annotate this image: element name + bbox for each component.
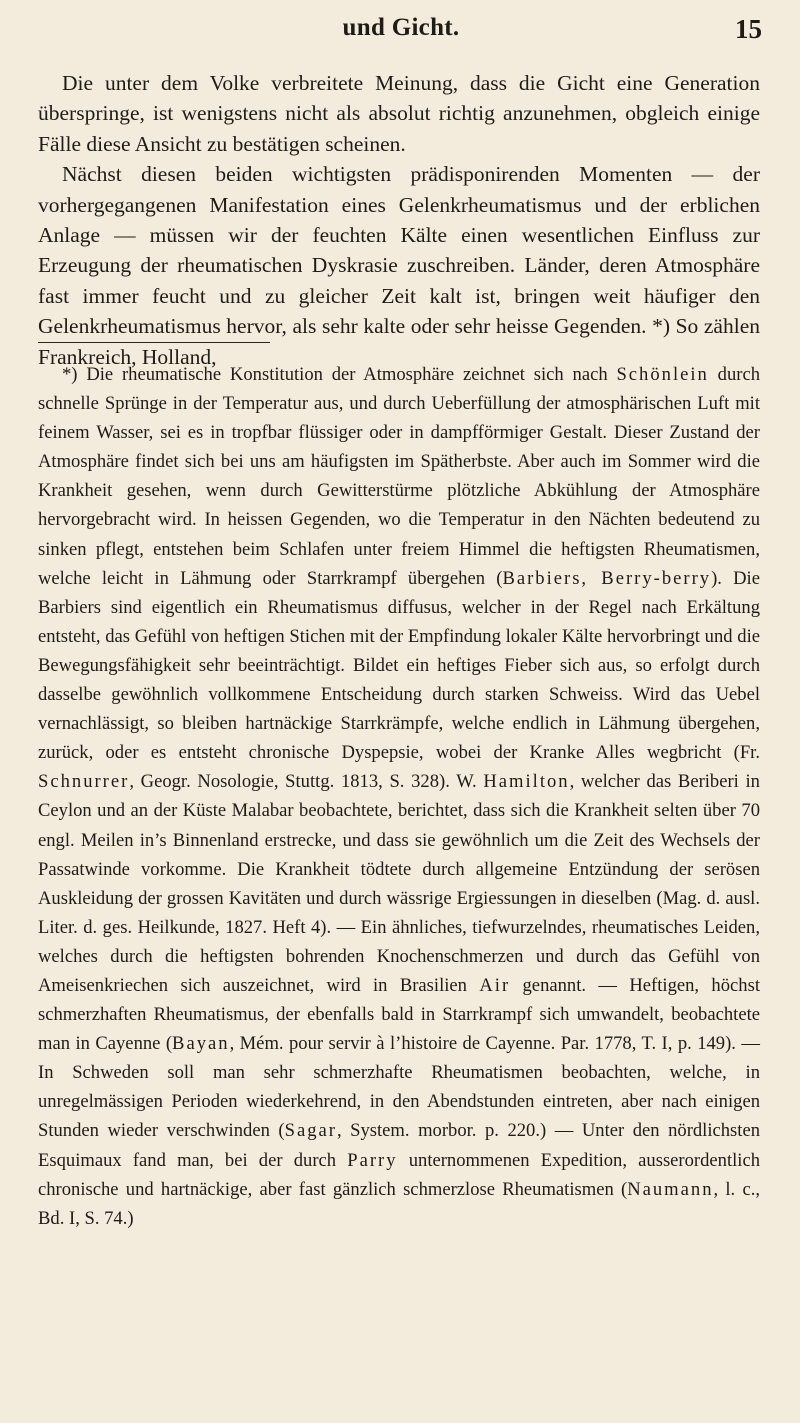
author-schoenlein: Schönlein [616,364,709,385]
footnote [38,360,760,1233]
author-bayan: Bayan [172,1033,230,1055]
footnote-text-8: unternommenen Expedition, ausserordentlich chronische und hartnäckige, aber fast gänzlich schmerzlose Rheumatismen ( [38,1149,761,1200]
footnote-text-5: genannt. — Heftigen, höchst schmerzhaften Rheumatismus, der ebenfalls bald in Starrkrampf sich umwandelt, beobachtete man in Cayenne ( [38,974,760,1055]
main-text [38,68,760,372]
footnote-text-3: , Geogr. Nosologie, Stuttg. 1813, S. 328). W. [129,771,484,793]
footnote-lead: *) Die rheumatische Konstitution der Atmosphäre zeichnet sich nach [62,364,608,385]
footnote-text-6: , Mém. pour servir à l’histoire de Cayenne. Par. 1778, T. I, p. 149). — In Schweden soll man sehr schmerzhafte Rheumatismen beobachten, welche, in unregelmässigen Perioden wiederkehrend, in den Abendstunden eintreten, aber nach einigen Stunden wieder verschwinden ( [38,1033,760,1142]
author-parry: Parry [347,1149,398,1171]
author-schnurrer: Schnurrer [38,771,130,793]
paragraph-generation: Die unter dem Volke verbreitete Meinung, dass die Gicht eine Generation überspringe, ist wenigstens nicht als absolut richtig anzunehmen, obgleich einige Fälle diese Ansicht zu bestätigen scheinen. [38,71,760,156]
footnote-text-9: , l. c., Bd. I, S. 74.) [38,1178,760,1229]
footnote-text-7: , System. morbor. p. 220.) — Unter den nördlichsten Esquimaux fand man, bei der durch [38,1120,761,1171]
footnote-text-1: durch schnelle Sprünge in der Temperatur aus, und durch Ueberfüllung der atmosphärischen Luft mit feinem Wasser, sei es in tropfbar flüssiger oder in dampfförmiger Gestalt. Dieser Zustand der Atmosphäre findet sich bei uns am häufigsten im Spätherbste. Aber auch im Sommer wird die Krankheit gesehen, wenn durch Gewitterstürme plötzliche Abkühlung der Atmosphäre hervorgebracht wird. In heissen Gegenden, wo die Temperatur in den Nächten bedeutend zu sinken pflegt, entstehen beim Schlafen unter freiem Himmel die heftigsten Rheumatismen, welche leicht in Lähmung oder Starrkrampf übergehen ( [38,364,760,589]
running-title: und Gicht. [342,14,460,41]
page-number: 15 [735,14,762,44]
author-sagar: Sagar [284,1120,337,1142]
running-head [40,14,762,54]
paragraph-cold-moisture: Nächst diesen beiden wichtigsten prädisponirenden Momenten — der vorhergegangenen Manifestation eines Gelenkrheumatismus und der erblichen Anlage — müssen wir der feuchten Kälte einen wesentlichen Einfluss zur Erzeugung der rheumatischen Dyskrasie zuschreiben. Länder, deren Atmosphäre fast immer feucht und zu gleicher Zeit kalt ist, bringen weit häufiger den Gelenkrheumatismus hervor, als sehr kalte oder sehr heisse Gegenden. *) So zählen Frankreich, Holland, [38,162,760,369]
term-barbiers: Barbiers, Berry-berry [502,567,712,589]
footnote-text-2: ). Die Barbiers sind eigentlich ein Rheumatismus diffusus, welcher in der Regel nach Erkältung entsteht, das Gefühl von heftigen Stichen mit der Empfindung lokaler Kälte hervorbringt und die Bewegungsfähigkeit sehr beeinträchtigt. Bildet ein heftiges Fieber sich aus, so erfolgt durch dasselbe gewöhnlich vollkommene Entscheidung durch starken Schweiss. Wird das Uebel vernachlässigt, so bleiben hartnäckige Starrkrämpfe, welche endlich in Lähmung übergehen, zurück, oder es entsteht chronische Dyspepsie, wobei der Kranke Alles wegbricht (Fr. [38,567,760,764]
author-hamilton: Hamilton [483,771,570,793]
term-air: Air [479,974,511,996]
footnote-paragraph [38,360,760,1233]
footnote-separator-rule [38,342,270,343]
author-naumann: Naumann [627,1178,714,1200]
footnote-text-4: , welcher das Beriberi in Ceylon und an der Küste Malabar beobachtete, berichtet, dass sich die Krankheit selten über 70 engl. Meilen in’s Binnenland erstrecke, und dass sie gewöhnlich um die Zeit des Wechsels der Passatwinde vorkomme. Die Krankheit tödtete durch allgemeine Entzündung der serösen Auskleidung der grossen Kavitäten und durch wässrige Ergiessungen in dieselben (Mag. d. ausl. Liter. d. ges. Heilkunde, 1827. Heft 4). — Ein ähnliches, tiefwurzelndes, rheumatisches Leiden, welches durch die heftigsten bohrenden Knochenschmerzen und durch das Gefühl von Ameisenkriechen sich auszeichnet, wird in Brasilien [38,771,760,996]
